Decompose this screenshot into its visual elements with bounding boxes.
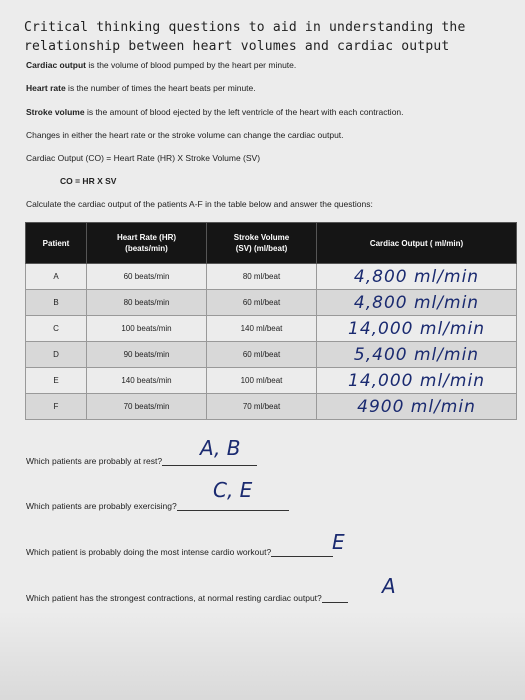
cell-heart-rate: 90 beats/min [87, 342, 207, 368]
header-stroke-volume [207, 223, 317, 264]
paper-shadow [0, 610, 525, 700]
patient-table [25, 222, 517, 420]
cell-cardiac-output-handwritten: 4900 ml/min [317, 394, 517, 420]
definition-cardiac-output [26, 60, 296, 70]
cell-patient: E [26, 368, 87, 394]
question-strongest-contractions [26, 592, 348, 603]
definition-heart-rate [26, 83, 256, 93]
cell-patient: C [26, 316, 87, 342]
cell-cardiac-output-handwritten: 14,000 ml/min [317, 316, 517, 342]
header-hr-line1: Heart Rate (HR) [116, 233, 177, 242]
handwritten-answer: C, E [213, 478, 253, 502]
instruction: Calculate the cardiac output of the patients A-F in the table below and answer the questions: [26, 199, 373, 209]
cell-heart-rate: 100 beats/min [87, 316, 207, 342]
cell-patient: A [26, 264, 87, 290]
formula: Cardiac Output (CO) = Heart Rate (HR) X Stroke Volume (SV) [26, 153, 261, 163]
header-patient: Patient [26, 223, 87, 264]
cell-stroke-volume: 80 ml/beat [207, 264, 317, 290]
cell-heart-rate: 140 beats/min [87, 368, 207, 394]
cell-patient: D [26, 342, 87, 368]
cell-stroke-volume: 70 ml/beat [207, 394, 317, 420]
table-row [26, 290, 517, 316]
answer-blank[interactable] [271, 546, 333, 557]
changes-statement: Changes in either the heart rate or the stroke volume can change the cardiac output. [26, 130, 344, 140]
definition-stroke-volume [26, 107, 404, 117]
cell-patient: F [26, 394, 87, 420]
handwritten-answer: A, B [200, 436, 241, 460]
question-text: Which patients are probably exercising? [26, 501, 177, 511]
cell-patient: B [26, 290, 87, 316]
cell-stroke-volume: 60 ml/beat [207, 290, 317, 316]
cell-stroke-volume: 60 ml/beat [207, 342, 317, 368]
cell-cardiac-output-handwritten: 4,800 ml/min [317, 264, 517, 290]
header-hr-line2: (beats/min) [125, 244, 168, 253]
question-intense-workout [26, 546, 333, 557]
cell-heart-rate: 80 beats/min [87, 290, 207, 316]
handwritten-answer: E [332, 530, 345, 554]
question-text: Which patients are probably at rest? [26, 456, 163, 466]
table-row [26, 342, 517, 368]
definition-text: is the volume of blood pumped by the heart per minute. [85, 60, 297, 70]
table-row [26, 316, 517, 342]
term-cardiac-output: Cardiac output [26, 60, 86, 70]
header-cardiac-output: Cardiac Output ( ml/min) [317, 223, 517, 264]
table-header-row [26, 223, 517, 264]
table-row [26, 394, 517, 420]
handwritten-answer: A [382, 574, 396, 598]
header-heart-rate [87, 223, 207, 264]
cell-heart-rate: 70 beats/min [87, 394, 207, 420]
cell-cardiac-output-handwritten: 5,400 ml/min [317, 342, 517, 368]
cell-stroke-volume: 140 ml/beat [207, 316, 317, 342]
cell-cardiac-output-handwritten: 14,000 ml/min [317, 368, 517, 394]
question-text: Which patient has the strongest contractions, at normal resting cardiac output? [26, 593, 322, 603]
term-stroke-volume: Stroke volume [26, 107, 85, 117]
cell-cardiac-output-handwritten: 4,800 ml/min [317, 290, 517, 316]
question-text: Which patient is probably doing the most intense cardio workout? [26, 547, 272, 557]
header-sv-line1: Stroke Volume [233, 233, 290, 242]
table-row [26, 264, 517, 290]
definition-text: is the number of times the heart beats per minute. [65, 83, 256, 93]
header-sv-line2: (SV) (ml/beat) [235, 244, 288, 253]
answer-blank[interactable] [322, 592, 348, 603]
formula-short: CO = HR X SV [60, 176, 117, 186]
worksheet-title: Critical thinking questions to aid in understanding the relationship between heart volumes and cardiac output [24, 20, 466, 54]
table-row [26, 368, 517, 394]
cell-stroke-volume: 100 ml/beat [207, 368, 317, 394]
definition-text: is the amount of blood ejected by the left ventricle of the heart with each contraction. [84, 107, 404, 117]
cell-heart-rate: 60 beats/min [87, 264, 207, 290]
term-heart-rate: Heart rate [26, 83, 66, 93]
